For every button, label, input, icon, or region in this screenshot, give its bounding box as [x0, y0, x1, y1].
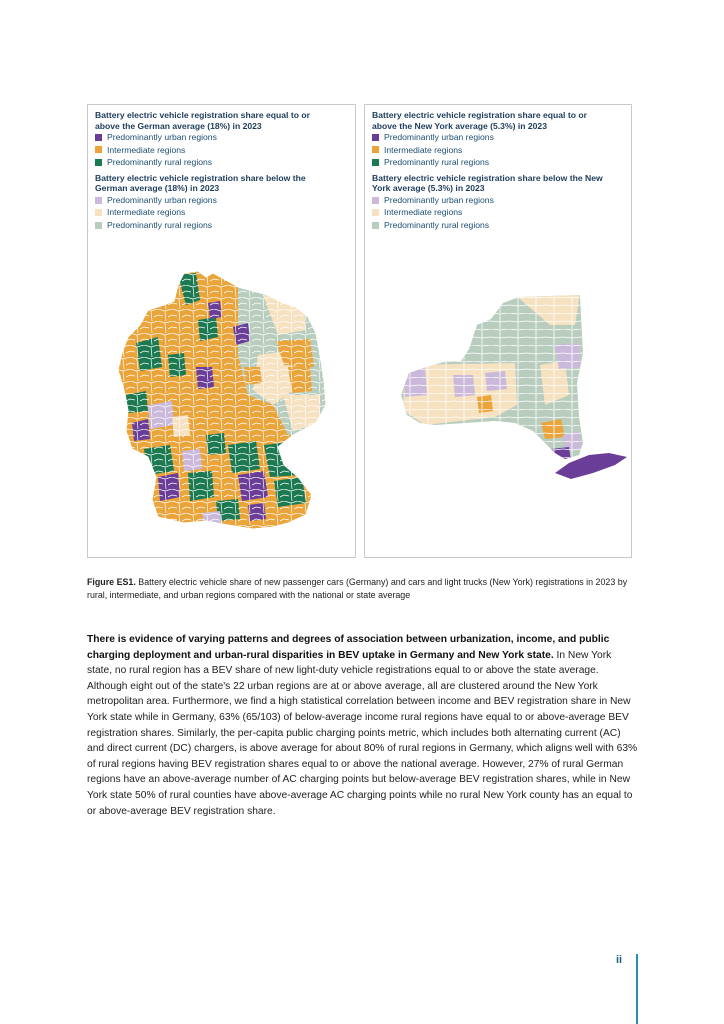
- legend-item: Intermediate regions: [372, 144, 612, 157]
- body-text: In New York state, no rural region has a BEV share of new light-duty vehicle registrations equal to or above the state average. Although eight out of the state's 22 urban regions are at or above average, all are clustered around the New York metropolitan area. Furthermore, we find a high statistical correlation between income and BEV registration share in New York state while in Germany, 63% (65/103) of below-average income rural regions have equal to or above-average BEV registration shares. Similarly, the per-capita public charging points metric, which includes both alternating current (AC) and direct current (DC) chargers, is above average for about 80% of rural regions in Germany, which aligns well with 63% of rural regions having BEV registration shares equal to or above the national average. However, 27% of rural German regions have an above-average number of AC charging points but below-average BEV registration shares, while in New York state 50% of rural counties have above-average AC charging points while no rural New York county has an equal to or above-average BEV registration share.: [87, 649, 638, 817]
- figure-caption-text: Battery electric vehicle share of new passenger cars (Germany) and cars and light trucks (New York) registrations in 2023 by rural, intermediate, and urban regions compared with the national or state average: [87, 577, 628, 600]
- newyork-map-panel: [364, 104, 632, 558]
- side-rule: [636, 954, 638, 1024]
- figure-label: Figure ES1.: [87, 577, 136, 587]
- germany-legend-above-heading: Battery electric vehicle registration share equal to or above the German average (18%) in 2023: [95, 110, 310, 131]
- legend-item: Intermediate regions: [372, 206, 612, 219]
- legend-item: Predominantly rural regions: [372, 156, 612, 169]
- newyork-legend-above-heading: Battery electric vehicle registration share equal to or above the New York average (5.3%) in 2023: [372, 110, 587, 131]
- germany-map-panel: [87, 104, 356, 558]
- figure-caption: [87, 576, 632, 601]
- body-lead: There is evidence of varying patterns and degrees of association between urbanization, income, and public charging deployment and urban-rural disparities in BEV uptake in Germany and New York state.: [87, 634, 610, 661]
- body-paragraph: [87, 632, 639, 819]
- newyork-map: [365, 105, 632, 558]
- page-number: ii: [616, 954, 623, 966]
- legend-item: Predominantly rural regions: [372, 219, 612, 232]
- legend-item: Predominantly urban regions: [95, 131, 335, 144]
- legend-item: Intermediate regions: [95, 144, 335, 157]
- legend-item: Predominantly urban regions: [95, 194, 335, 207]
- germany-map: [88, 105, 356, 558]
- legend-item: Predominantly rural regions: [95, 219, 335, 232]
- legend-item: Predominantly urban regions: [372, 194, 612, 207]
- legend-item: Predominantly urban regions: [372, 131, 612, 144]
- germany-legend-below-heading: Battery electric vehicle registration share below the German average (18%) in 2023: [95, 172, 306, 194]
- newyork-legend-below-heading: Battery electric vehicle registration share below the New York average (5.3%) in 2023: [372, 172, 603, 194]
- legend-item: Intermediate regions: [95, 206, 335, 219]
- legend-item: Predominantly rural regions: [95, 156, 335, 169]
